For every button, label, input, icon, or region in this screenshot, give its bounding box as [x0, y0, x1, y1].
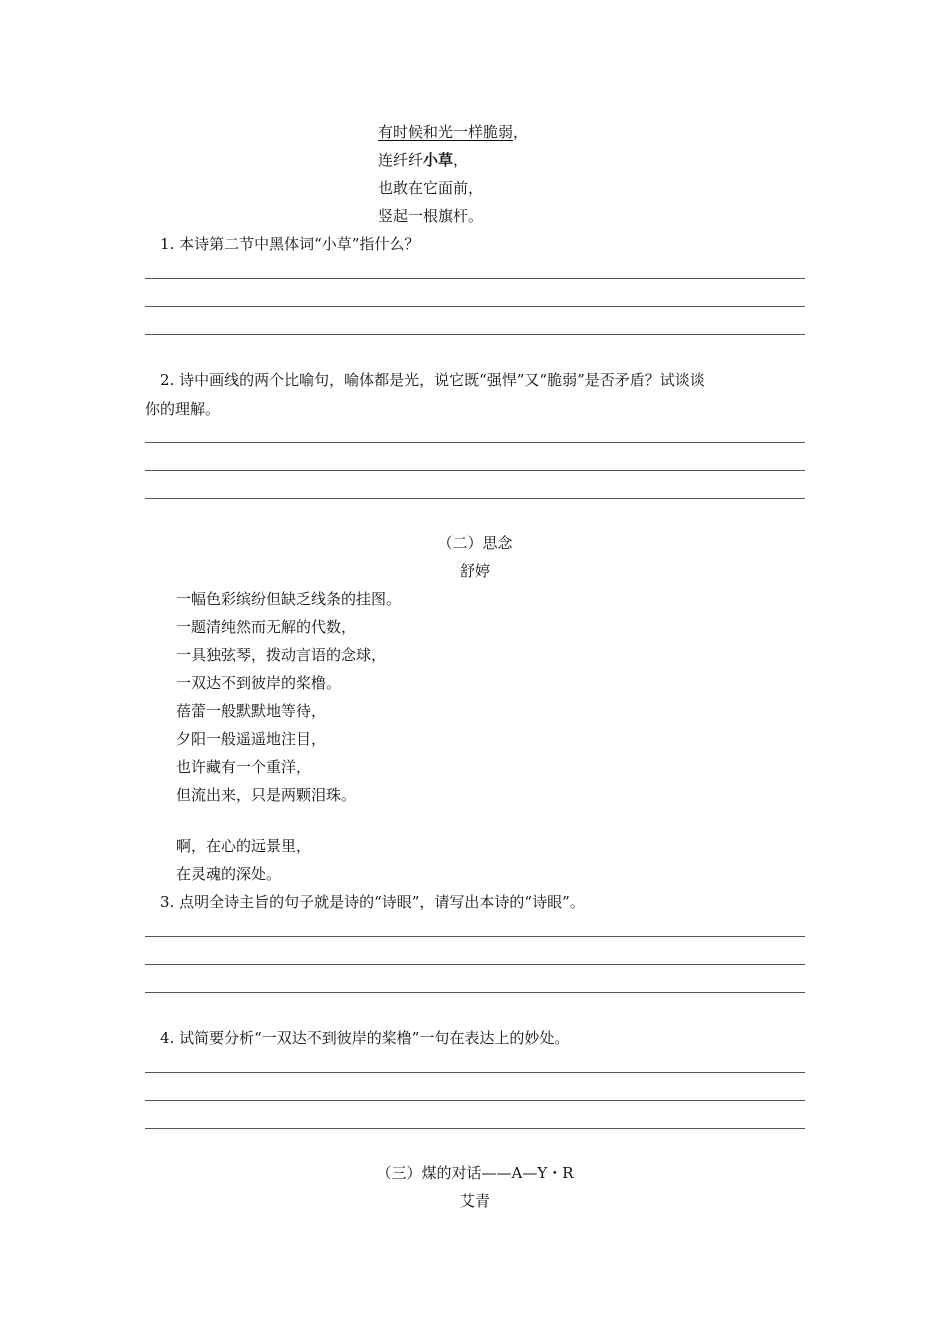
- answer-line: [145, 1100, 805, 1101]
- answer-line: [145, 278, 805, 279]
- poem-author: 舒婷: [459, 562, 490, 580]
- poem-line: 一幅色彩缤纷但缺乏线条的挂图。: [176, 590, 402, 608]
- poem-line: 但流出来，只是两颗泪珠。: [176, 786, 357, 804]
- answer-line: [145, 498, 805, 499]
- poem-line: 竖起一根旗杆。: [378, 207, 484, 225]
- poem-line: 啊，在心的远景里，: [176, 837, 312, 855]
- answer-line: [145, 992, 805, 993]
- question-2-cont: 你的理解。: [145, 400, 221, 418]
- answer-line: [145, 306, 805, 307]
- poem-line: 夕阳一般遥遥地注目，: [176, 730, 327, 748]
- answer-line: [145, 1128, 805, 1129]
- poem-line: 蓓蕾一般默默地等待，: [176, 702, 327, 720]
- poem-line: 在灵魂的深处。: [176, 865, 282, 883]
- question-3: 3. 点明全诗主旨的句子就是诗的“诗眼”，请写出本诗的“诗眼”。: [160, 893, 585, 911]
- poem-author: 艾青: [459, 1192, 490, 1210]
- poem-line: 也许藏有一个重洋，: [176, 758, 312, 776]
- answer-line: [145, 964, 805, 965]
- poem-line: 一题清纯然而无解的代数，: [176, 618, 357, 636]
- question-2: 2. 诗中画线的两个比喻句，喻体都是光，说它既“强悍”又“脆弱”是否矛盾？试谈谈: [160, 371, 705, 389]
- underlined-metaphor: 有时候和光一样脆弱: [378, 123, 514, 141]
- section-title: （三）煤的对话——A—Y・R: [376, 1164, 574, 1182]
- bold-word: 小草: [423, 151, 454, 169]
- poem-line: 一具独弦琴，拨动言语的念球，: [176, 646, 387, 664]
- poem-line: 一双达不到彼岸的桨橹。: [176, 674, 342, 692]
- section-title: （二）思念: [437, 534, 513, 552]
- poem-line: 有时候和光一样脆弱，: [378, 123, 529, 141]
- question-1: 1. 本诗第二节中黑体词“小草”指什么？: [160, 235, 420, 253]
- answer-line: [145, 1072, 805, 1073]
- poem-line: 连纤纤小草，: [378, 151, 469, 169]
- poem-line: 也敢在它面前，: [378, 179, 484, 197]
- answer-line: [145, 470, 805, 471]
- answer-line: [145, 936, 805, 937]
- question-4: 4. 试简要分析“一双达不到彼岸的桨橹”一句在表达上的妙处。: [160, 1029, 570, 1047]
- answer-line: [145, 442, 805, 443]
- answer-line: [145, 334, 805, 335]
